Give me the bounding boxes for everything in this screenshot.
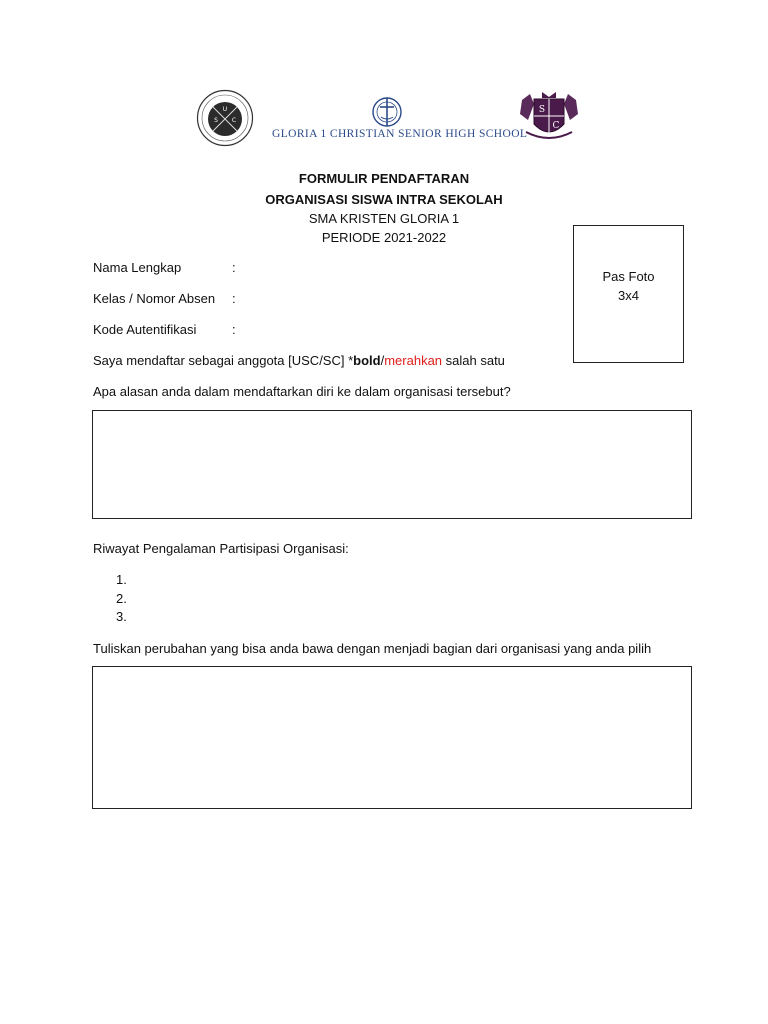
period-title: PERIODE 2021-2022: [321, 230, 447, 245]
svg-text:C: C: [552, 121, 560, 131]
photo-size: 3x4: [618, 288, 639, 303]
member-statement: [93, 353, 505, 369]
student-council-logo: [196, 89, 254, 147]
question-riwayat: Riwayat Pengalaman Partisipasi Organisasi:: [93, 541, 349, 556]
riwayat-item-1[interactable]: 1.: [116, 572, 127, 587]
photo-box: [573, 225, 684, 363]
svg-text:U: U: [222, 106, 228, 113]
nama-colon: :: [232, 260, 236, 275]
kode-label: Kode Autentifikasi: [93, 322, 197, 337]
kode-colon: :: [232, 322, 236, 337]
member-red: merahkan: [384, 353, 443, 368]
riwayat-item-2[interactable]: 2.: [116, 591, 127, 606]
school-emblem-icon: [370, 95, 404, 129]
field-kelas[interactable]: [93, 291, 236, 307]
photo-label: Pas Foto: [602, 269, 655, 284]
field-kode[interactable]: [93, 322, 236, 338]
member-slash: /: [380, 353, 385, 368]
form-subtitle: ORGANISASI SISWA INTRA SEKOLAH: [265, 192, 503, 207]
svg-text:S: S: [214, 117, 218, 124]
form-title: FORMULIR PENDAFTARAN: [298, 171, 470, 186]
question-alasan: Apa alasan anda dalam mendaftarkan diri ke dalam organisasi tersebut?: [93, 384, 511, 399]
svg-text:S: S: [538, 105, 546, 115]
member-prefix: Saya mendaftar sebagai anggota [USC/SC] *: [93, 353, 354, 368]
riwayat-item-3[interactable]: 3.: [116, 609, 127, 624]
kelas-colon: :: [232, 291, 236, 306]
perubahan-answer-box[interactable]: [92, 666, 692, 809]
school-title: SMA KRISTEN GLORIA 1: [308, 211, 460, 226]
member-bold: bold: [353, 353, 381, 368]
member-suffix: salah satu: [442, 353, 505, 368]
alasan-answer-box[interactable]: [92, 410, 692, 519]
svg-text:C: C: [231, 117, 237, 124]
kelas-label: Kelas / Nomor Absen: [93, 291, 216, 306]
nama-label: Nama Lengkap: [93, 260, 182, 275]
student-council-crest: [516, 90, 582, 142]
school-name: GLORIA 1 CHRISTIAN SENIOR HIGH SCHOOL: [272, 128, 528, 140]
field-nama[interactable]: [93, 260, 236, 276]
question-perubahan: Tuliskan perubahan yang bisa anda bawa dengan menjadi bagian dari organisasi yang anda pilih: [93, 641, 652, 656]
